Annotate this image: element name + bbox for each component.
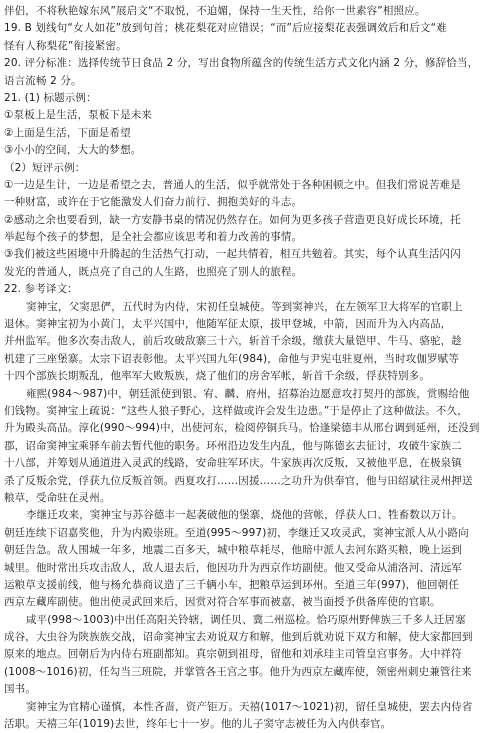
- text-line: 十四个部族长期叛乱，他率军大败叛族，烧了他们的房舍军帐，斩首千余级，俘获特别多。: [4, 370, 430, 383]
- text-line: ②上面是生活，下面是希望: [4, 126, 131, 139]
- text-line: 国书。: [4, 683, 36, 696]
- text-line: 十八部，并筹划从通道进入灵武的线路，安命驻军环庆。牛家族再次反叛，又被他平息，在极泉镇: [4, 457, 462, 470]
- text-line: 21. (1) 标题示例：: [4, 91, 97, 104]
- text-line: 咸平(998～1003)中出任高阳关铃辖，调任贝、冀二州巡检。恰巧原州野俾族三千多人迁居塞: [26, 613, 466, 626]
- text-line: 举起每个孩子的梦想，是全社会都应该思考和着力改善的事情。: [4, 231, 303, 244]
- text-line: 伴侣，不将秋艳嫁东风”展启文“不取悦，不迫媚，保持一生天性，给你一世素容”相照应。: [4, 5, 426, 17]
- text-line: 20. 评分标准：选择传统节日食品 2 分，写出食物所蕴含的传统生活方式文化内涵 2 分，修辞恰当，: [4, 57, 479, 70]
- text-line: ③小小的空间，大大的梦想。: [4, 144, 142, 157]
- text-line: 机建了三座堡寨。太宗下诏表彰他。太平兴国九年(984)，命他与尹宪屯驻夏州，当时攻伽罗赋等: [4, 352, 459, 365]
- text-line: 郡，诏命窦神宝乘驿车前去暂代他的职务。环州沿边发生内乱，他与陈德玄去征讨，攻破牛家族二: [4, 439, 462, 452]
- text-line: 朝廷告急。敌人围城一年多，地震二百多天，城中粮草耗尽，他暗中派人去河东路买粮，晚上运到: [4, 544, 462, 557]
- text-line: 窦神宝为官精心谨慎，本性吝啬，资产钜万。天禧(1017～1021)初，留任皇城使，罢去内侍省: [26, 700, 473, 713]
- text-line: 19. B 划线句“女人如花”放到句首；桃花梨花对应错误；“而”后应接梨花表强调效后和后文“难: [4, 22, 447, 35]
- text-line: 发光的普通人，既点亮了自己的人生路，也照亮了别人的旅程。: [4, 265, 303, 278]
- text-line: 李继迁攻来，窦神宝与苏谷德丰一起袭破他的堡寨，烧他的营帐，俘获人口、牲畜数以万计。: [26, 509, 463, 522]
- text-line: 怪有人称梨花”衔接紧密。: [4, 39, 127, 52]
- text-line: ①一边是生计，一边是希望之去，普通人的生活，似乎就常处于各种困顿之中。但我们常说苦难是: [4, 178, 461, 191]
- text-line: (1008～1016)初，任勾当三班院，并掌管各王宫之事。他升为西京左藏库使，领密州刺史兼管往来: [4, 665, 472, 678]
- text-line: 原来的地点。回朝后为内侍右班副都知。真宗朝到祖母，留他和刘承珪主司管皇宫事务。大中祥符: [4, 648, 462, 661]
- text-line: 西京左藏库副使。他出使灵武回来后，因赏对符合军事而被嘉，被当面授予供备库使的官职。: [4, 596, 441, 609]
- text-line: ③我们被这些困境中升腾起的生活热气打动，一起共情着，相互共勉着。其实，每个认真生活闪闪: [4, 248, 461, 261]
- text-line: 一种财富，或许在于它能激发人们奋力前行、拥抱美好的斗志。: [4, 196, 303, 209]
- text-line: 活职。天禧三年(1019)去世，终年七十一岁。他的儿子窦守志被任为入内供奉官。: [4, 718, 392, 731]
- text-line: （2）短评示例：: [4, 161, 86, 174]
- text-line: 雍熙(984～987)中，朝廷派使到银、宥、麟、府州，招募治边愿意攻打契丹的部族，赏赐给他: [26, 387, 470, 400]
- text-line: ②感动之余也要看到，缺一方安静书桌的情况仍然存在。如何为更多孩子营造更良好成长环境，托: [4, 213, 461, 226]
- text-line: 运粮草支援前线，他与杨允恭商议造了三千辆小车，把粮草运到环州。至道三年(997)，他回朝任: [4, 578, 459, 591]
- text-line: 退休。窦神宝初为小黄门，太平兴国中，他随军征太原，拔甲登城，中箭，因而升为入内高品，: [4, 318, 452, 331]
- text-line: 城里。他时常出兵攻击敌人，敌人退去后，他因功升为西京作坊副使。他又受命从浦洛河、清远军: [4, 561, 462, 574]
- text-line: 杀了反叛余党，俘获九位反叛首领。西夏攻打……因援……之功升为供奉官，他与田绍斌往灵州押送: [4, 474, 473, 487]
- text-line: 朝廷连续下诏嘉奖他，升为内殿崇班。至道(995～997)初，李继迁又攻灵武，窦神宝派人从小路向: [4, 526, 469, 539]
- text-line: 并州监军。他多次奏击敌人，前后攻破敌寨三十六，斩首千余级，缴获大量铠甲、牛马、骆驼，趁: [4, 335, 462, 348]
- text-line: 语言流畅 2 分。: [4, 74, 82, 87]
- text-line: 们钱物。窦神宝上疏说：“这些人狼子野心，这样做或许会发生边患。”于是停止了这种做法。不久，: [4, 404, 468, 417]
- text-line: 成谷，大虫谷为陕族族交战，诏命窦神宝去劝说双方和解，他到后就劝说下双方和解，使大家都回到: [4, 631, 473, 644]
- text-line: 升为殿头高品。淳化(990～994)中，出使河东，检阅停铜兵马。恰逢梁德丰从邢台调到延州，还没到: [4, 422, 480, 435]
- text-line: 粮草，受命驻在灵州。: [4, 491, 111, 504]
- text-line: 22. 参考译文：: [4, 283, 78, 296]
- text-line: 窦神宝，父窦思俨，五代时为内侍，宋初任皇城使。等到窦神兴，在左领军卫大将军的官职上: [26, 300, 463, 313]
- text-line: ①泵板上是生活，泵板下是未来: [4, 109, 153, 122]
